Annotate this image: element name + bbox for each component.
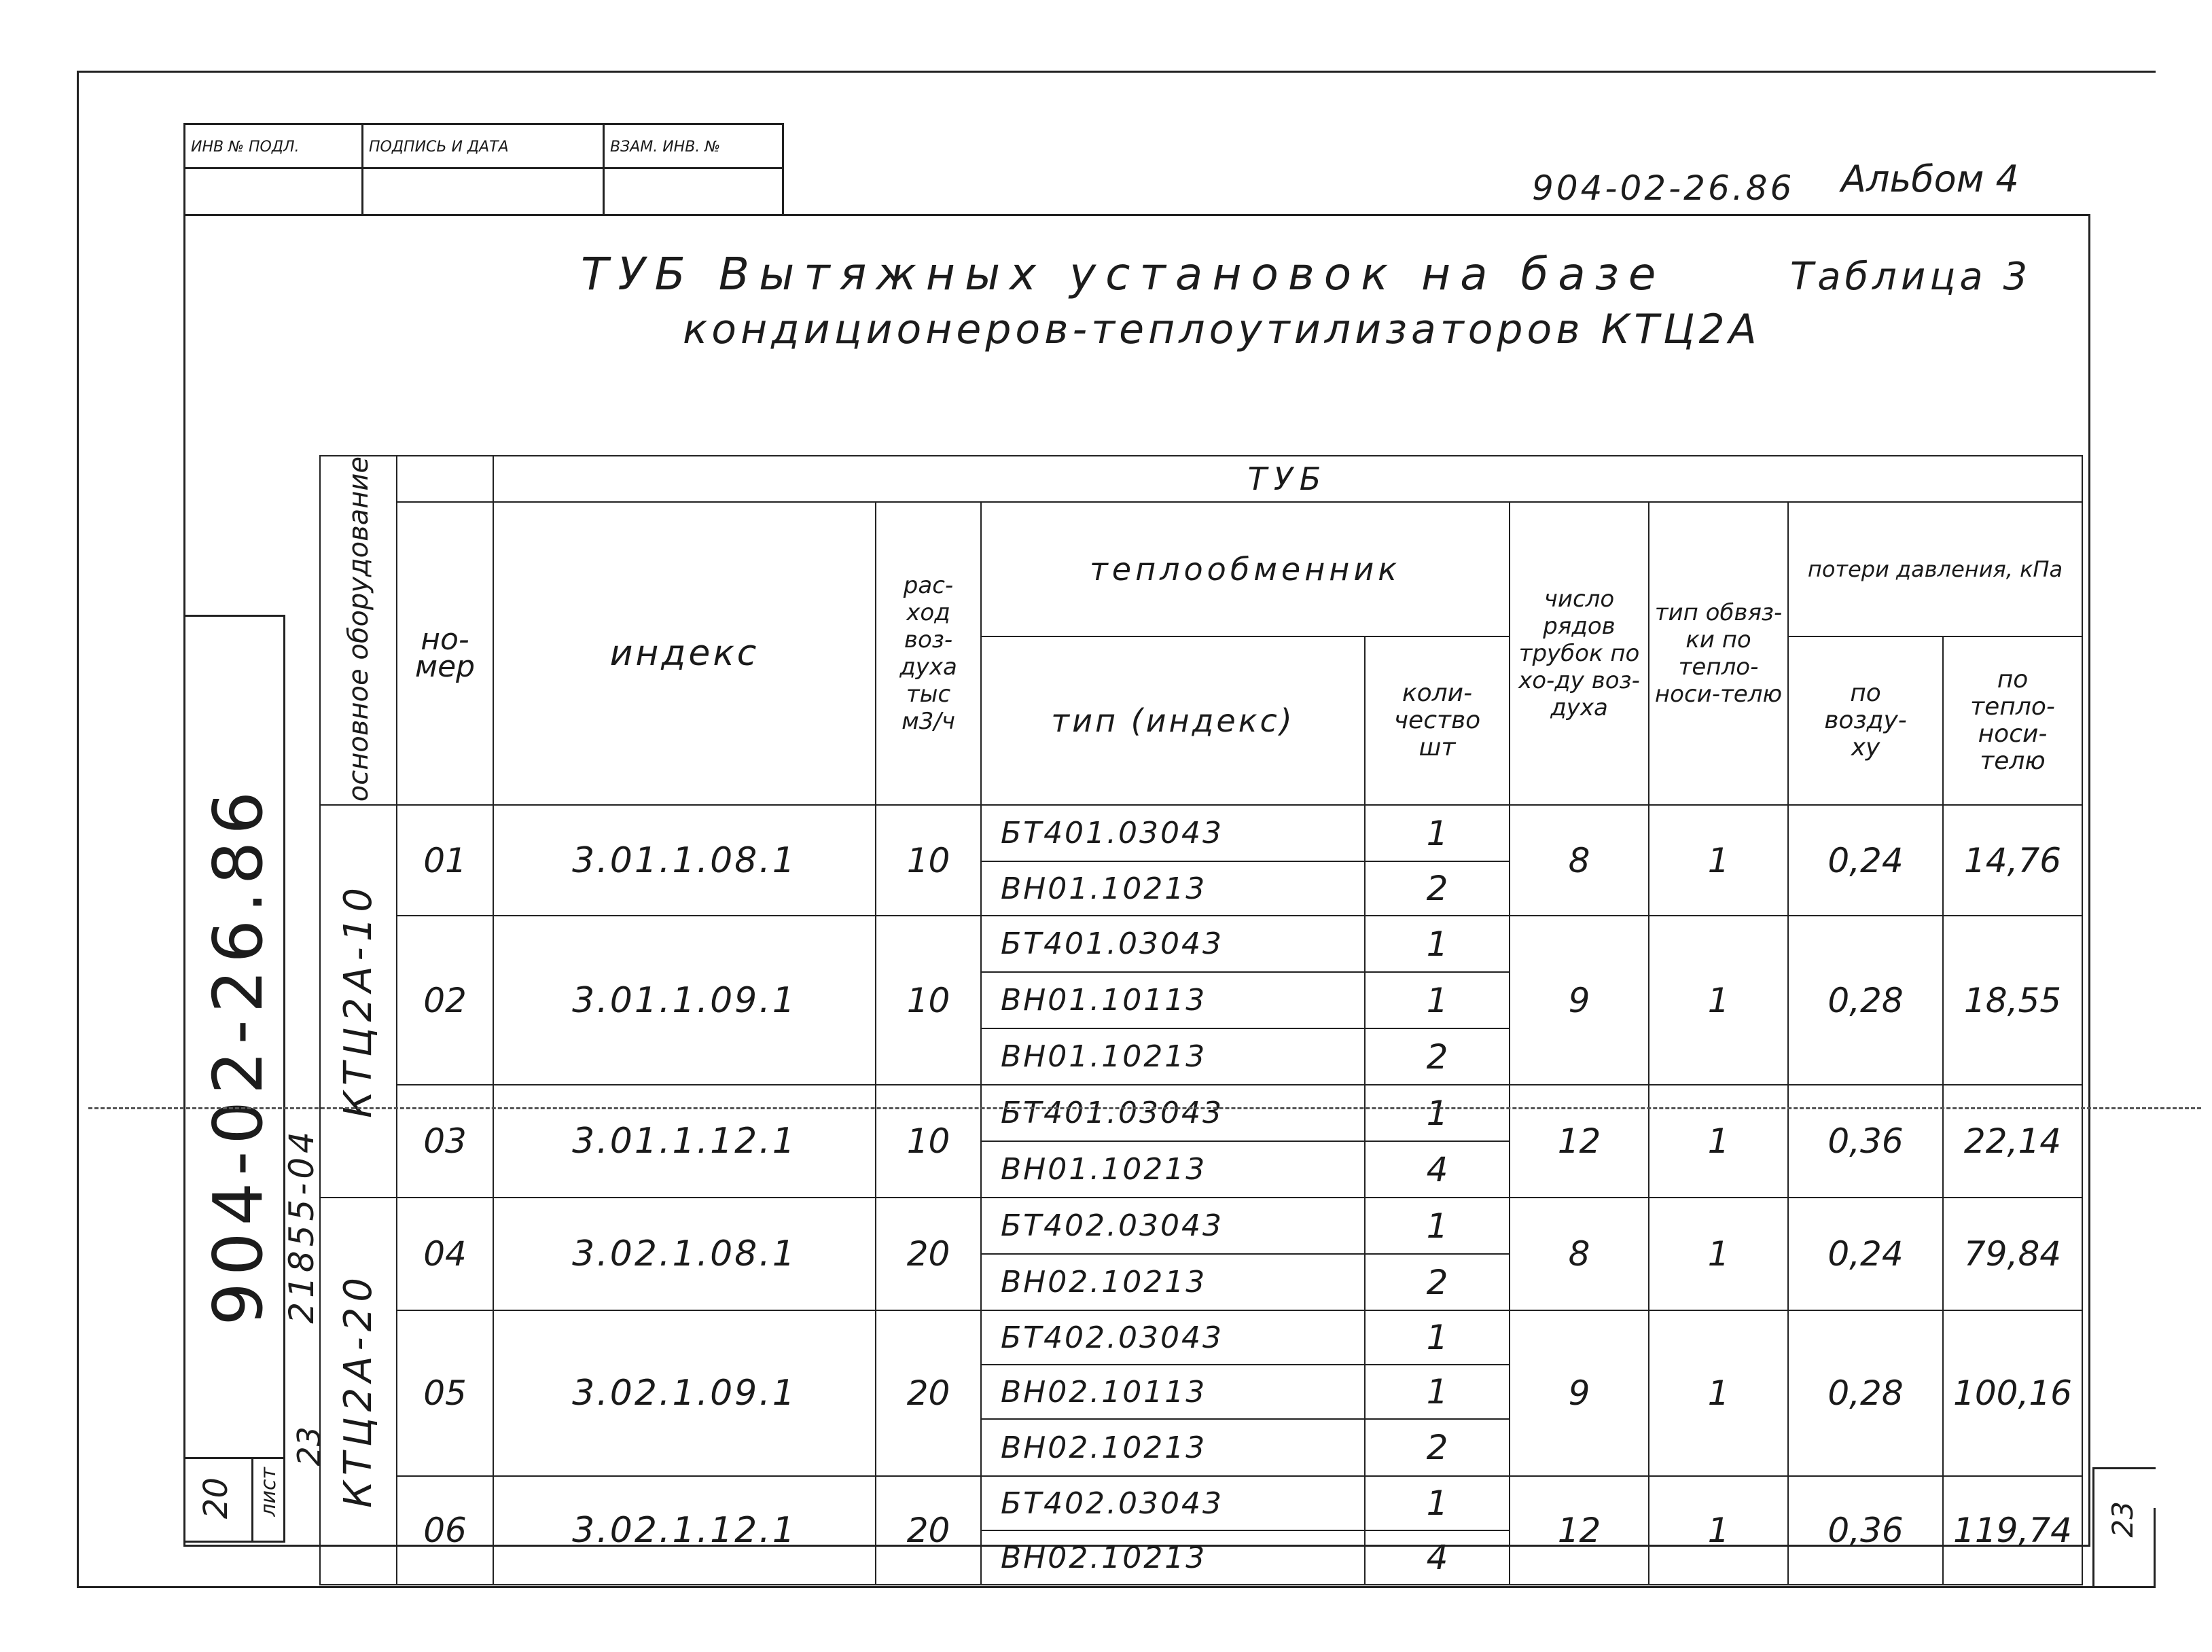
stamp-header-inv-label: ИНВ № ПОДЛ.	[191, 139, 300, 156]
stamp-header-sign-label: ПОДПИСЬ И ДАТА	[369, 139, 509, 156]
exchanger-qty: 2	[1365, 861, 1510, 916]
row-number: 02	[397, 916, 493, 1085]
row-loss-heat: 79,84	[1943, 1198, 2082, 1310]
row-number: 05	[397, 1310, 493, 1476]
row-loss-air: 0,24	[1788, 805, 1943, 916]
exchanger-qty: 1	[1365, 1476, 1510, 1530]
row-airflow: 20	[876, 1198, 981, 1310]
exchanger-qty: 4	[1365, 1141, 1510, 1198]
exchanger-type: ВН01.10213	[981, 861, 1365, 916]
exchanger-qty: 2	[1365, 1028, 1510, 1085]
row-binding: 1	[1649, 1476, 1788, 1585]
exchanger-type: БТ401.03043	[981, 916, 1365, 972]
side-code-box	[183, 615, 285, 1457]
stamp-value-inv	[183, 167, 363, 216]
side-document-code: 904-02-26.86	[198, 785, 278, 1326]
stamp-value-replace	[603, 167, 784, 216]
exchanger-type: ВН02.10113	[981, 1365, 1365, 1419]
row-loss-air: 0,24	[1788, 1198, 1943, 1310]
row-number: 01	[397, 805, 493, 916]
row-number: 04	[397, 1198, 493, 1310]
exchanger-type: ВН02.10213	[981, 1530, 1365, 1585]
side-stamp-divider-v	[251, 1457, 253, 1543]
row-loss-air: 0,36	[1788, 1476, 1943, 1585]
row-tube-rows: 8	[1510, 805, 1649, 916]
exchanger-qty: 1	[1365, 1365, 1510, 1419]
exchanger-qty: 1	[1365, 916, 1510, 972]
exchanger-qty: 2	[1365, 1419, 1510, 1476]
row-binding: 1	[1649, 1310, 1788, 1476]
header-number: но-мер	[397, 502, 493, 805]
header-empty	[397, 456, 493, 502]
album-label: Альбом 4	[1841, 158, 2019, 200]
stamp-value-sign	[361, 167, 605, 216]
row-airflow: 20	[876, 1476, 981, 1585]
row-tube-rows: 12	[1510, 1085, 1649, 1198]
base-group-2: КТЦ2А-20	[320, 1198, 397, 1585]
tub-table	[319, 455, 2083, 1585]
stamp-header-inv	[183, 123, 363, 169]
exchanger-type: ВН01.10113	[981, 972, 1365, 1028]
exchanger-type: БТ401.03043	[981, 805, 1365, 861]
exchanger-type: БТ402.03043	[981, 1310, 1365, 1365]
header-tub	[493, 456, 2082, 502]
row-index: 3.02.1.09.1	[493, 1310, 876, 1476]
exchanger-type: ВН02.10213	[981, 1254, 1365, 1310]
header-loss-air: по возду-ху	[1788, 636, 1943, 805]
exchanger-type: ВН02.10213	[981, 1419, 1365, 1476]
side-sheet-number: 20	[197, 1477, 235, 1520]
row-index: 3.02.1.12.1	[493, 1476, 876, 1585]
header-index: индекс	[493, 502, 876, 805]
row-binding: 1	[1649, 916, 1788, 1085]
header-exchanger-qty: коли-чество шт	[1365, 636, 1510, 805]
stamp-header-replace-label: ВЗАМ. ИНВ. №	[610, 139, 721, 156]
header-exchanger: теплообменник	[981, 502, 1510, 636]
stamp-header-replace	[603, 123, 784, 169]
header-tub-label: ТУБ	[1247, 461, 1328, 497]
row-tube-rows: 12	[1510, 1476, 1649, 1585]
exchanger-type: ВН01.10213	[981, 1028, 1365, 1085]
row-loss-air: 0,36	[1788, 1085, 1943, 1198]
exchanger-type: БТ401.03043	[981, 1085, 1365, 1141]
row-binding: 1	[1649, 805, 1788, 916]
row-number: 06	[397, 1476, 493, 1585]
row-loss-heat: 14,76	[1943, 805, 2082, 916]
document-code: 904-02-26.86	[1532, 168, 1795, 208]
exchanger-type: БТ402.03043	[981, 1198, 1365, 1254]
row-loss-heat: 119,74	[1943, 1476, 2082, 1585]
row-loss-heat: 100,16	[1943, 1310, 2082, 1476]
row-loss-heat: 18,55	[1943, 916, 2082, 1085]
row-tube-rows: 9	[1510, 916, 1649, 1085]
row-loss-air: 0,28	[1788, 1310, 1943, 1476]
side-page-number: 23	[291, 1426, 327, 1467]
header-airflow: рас-ход воз-духа тыс м3/ч	[876, 502, 981, 805]
exchanger-type: БТ402.03043	[981, 1476, 1365, 1530]
exchanger-qty: 1	[1365, 1310, 1510, 1365]
row-binding: 1	[1649, 1085, 1788, 1198]
row-index: 3.01.1.12.1	[493, 1085, 876, 1198]
row-loss-heat: 22,14	[1943, 1085, 2082, 1198]
table-number-label: Таблица 3	[1790, 255, 2032, 299]
row-airflow: 10	[876, 805, 981, 916]
exchanger-qty: 1	[1365, 805, 1510, 861]
row-tube-rows: 9	[1510, 1310, 1649, 1476]
side-stamp-divider	[183, 1457, 285, 1459]
base-group-1: КТЦ2А-10	[320, 805, 397, 1198]
side-inventory-number: 21855-04	[282, 1128, 321, 1324]
row-airflow: 10	[876, 916, 981, 1085]
side-sheet-label: лист	[257, 1467, 281, 1517]
row-index: 3.01.1.09.1	[493, 916, 876, 1085]
header-loss: потери давления, кПа	[1788, 502, 2082, 636]
row-index: 3.02.1.08.1	[493, 1198, 876, 1310]
title-line-2: кондиционеров-теплоутилизаторов КТЦ2А	[683, 306, 1761, 353]
header-exchanger-type: тип (индекс)	[981, 636, 1365, 805]
header-rows: число рядов трубок по хо-ду воз-духа	[1510, 502, 1649, 805]
exchanger-qty: 4	[1365, 1530, 1510, 1585]
exchanger-qty: 1	[1365, 1198, 1510, 1254]
row-number: 03	[397, 1085, 493, 1198]
exchanger-type: ВН01.10213	[981, 1141, 1365, 1198]
exchanger-qty: 2	[1365, 1254, 1510, 1310]
exchanger-qty: 1	[1365, 1085, 1510, 1141]
title-line-1: ТУБ Вытяжных установок на базе	[581, 248, 1666, 300]
fold-line	[88, 1107, 2201, 1109]
exchanger-qty: 1	[1365, 972, 1510, 1028]
row-loss-air: 0,28	[1788, 916, 1943, 1085]
row-index: 3.01.1.08.1	[493, 805, 876, 916]
stamp-header-sign	[361, 123, 605, 169]
header-base-equipment: основное оборудование	[320, 456, 397, 805]
header-loss-heat: по тепло-носи-телю	[1943, 636, 2082, 805]
row-airflow: 20	[876, 1310, 981, 1476]
corner-page-number: 23	[2106, 1501, 2139, 1538]
row-tube-rows: 8	[1510, 1198, 1649, 1310]
header-binding: тип обвяз-ки по тепло-носи-телю	[1649, 502, 1788, 805]
row-binding: 1	[1649, 1198, 1788, 1310]
row-airflow: 10	[876, 1085, 981, 1198]
